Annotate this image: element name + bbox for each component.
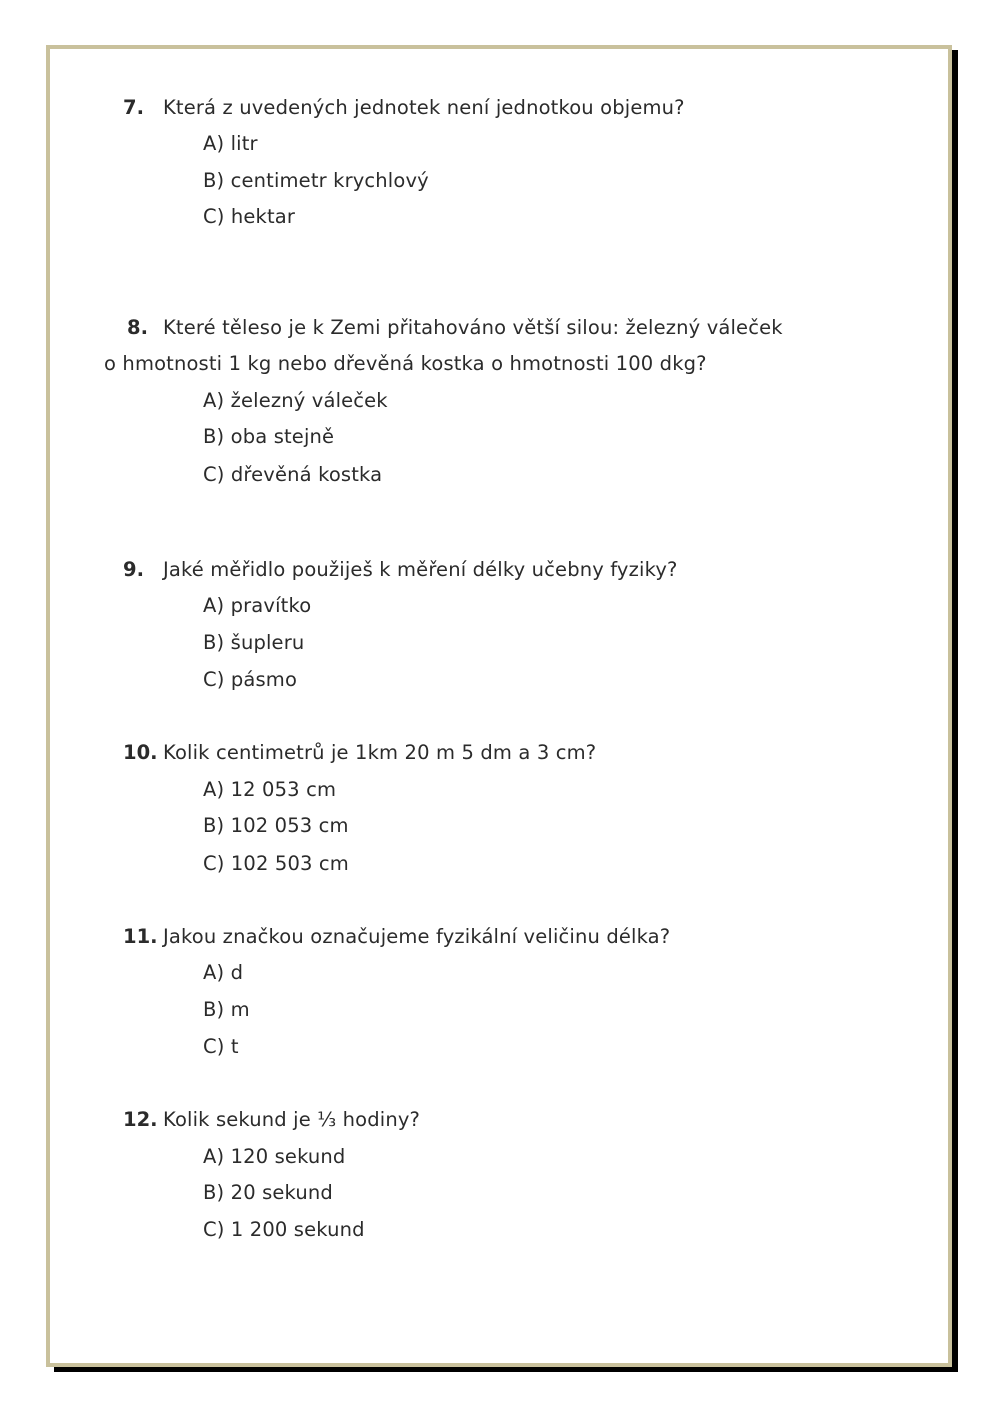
answer-option-a: A) 120 sekund — [203, 1145, 346, 1168]
answer-option-c: C) dřevěná kostka — [203, 463, 383, 486]
answer-option-b: B) šupleru — [203, 631, 305, 654]
question-text: Která z uvedených jednotek není jednotkou objemu? — [163, 96, 685, 119]
answer-option-b: B) m — [203, 998, 250, 1021]
question-number: 10. — [123, 741, 158, 764]
question-text: Jaké měřidlo použiješ k měření délky učebny fyziky? — [163, 558, 678, 581]
answer-option-b: B) centimetr krychlový — [203, 169, 429, 192]
question-text-continuation: o hmotnosti 1 kg nebo dřevěná kostka o hmotnosti 100 dkg? — [104, 352, 707, 375]
answer-option-c: C) 1 200 sekund — [203, 1218, 365, 1241]
answer-option-c: C) hektar — [203, 205, 296, 228]
page-frame — [46, 45, 952, 1367]
answer-option-b: B) 20 sekund — [203, 1181, 333, 1204]
question-number: 12. — [123, 1108, 158, 1131]
answer-option-a: A) pravítko — [203, 594, 312, 617]
answer-option-b: B) 102 053 cm — [203, 814, 349, 837]
question-number: 7. — [123, 96, 144, 119]
question-text: Kolik sekund je ⅓ hodiny? — [163, 1108, 421, 1131]
answer-option-c: C) t — [203, 1035, 239, 1058]
question-number: 11. — [123, 925, 158, 948]
answer-option-a: A) železný váleček — [203, 389, 388, 412]
question-text: Které těleso je k Zemi přitahováno větší silou: železný váleček — [163, 316, 783, 339]
question-number: 9. — [123, 558, 144, 581]
answer-option-c: C) pásmo — [203, 668, 298, 691]
question-text: Kolik centimetrů je 1km 20 m 5 dm a 3 cm? — [163, 741, 597, 764]
answer-option-a: A) d — [203, 961, 244, 984]
answer-option-a: A) litr — [203, 132, 258, 155]
question-text: Jakou značkou označujeme fyzikální veličinu délka? — [163, 925, 671, 948]
answer-option-c: C) 102 503 cm — [203, 852, 349, 875]
answer-option-a: A) 12 053 cm — [203, 778, 337, 801]
answer-option-b: B) oba stejně — [203, 425, 335, 448]
question-number: 8. — [127, 316, 148, 339]
